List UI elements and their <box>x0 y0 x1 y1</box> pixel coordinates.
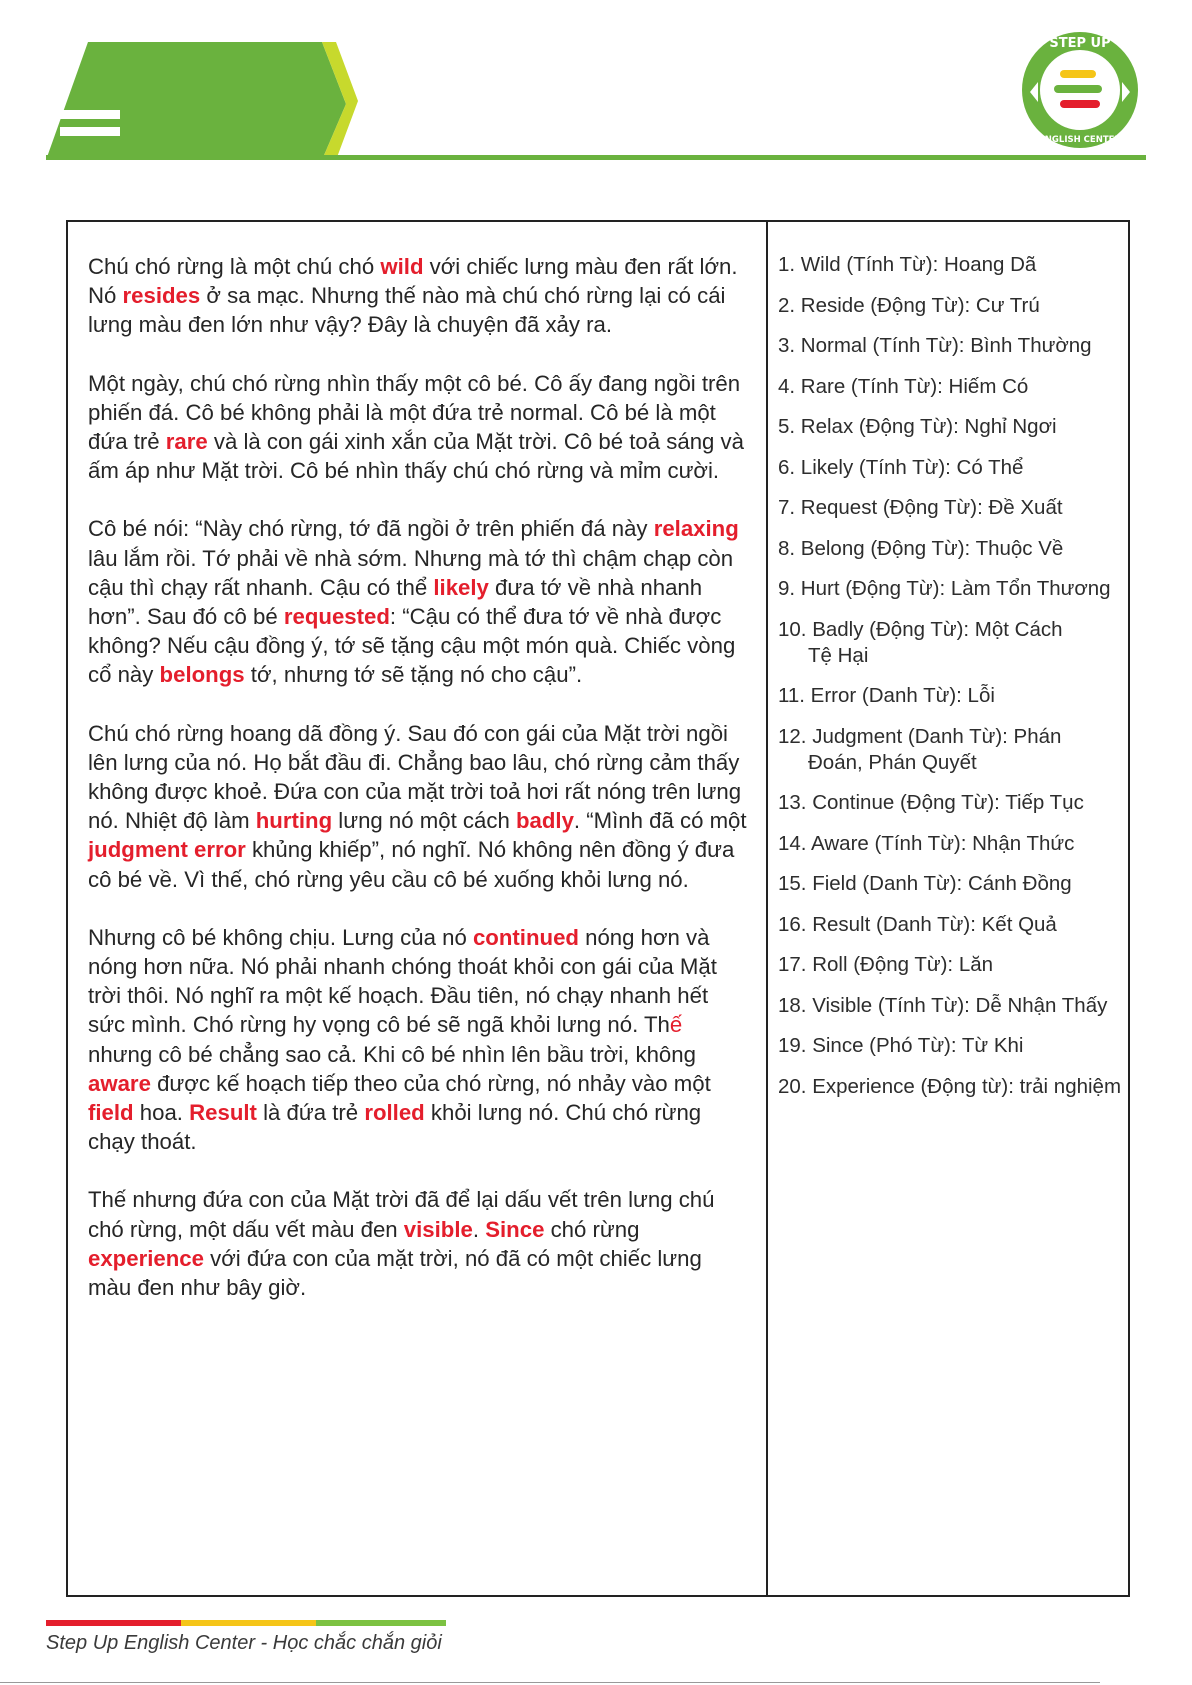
footer-color-bar <box>46 1620 446 1626</box>
logo-bottom-text: ENGLISH CENTER <box>1039 135 1121 145</box>
vocab-list <box>778 252 1128 1114</box>
story-paragraph-1: Chú chó rừng là một chú chó wild với chiếc lưng màu đen rất lớn. Nó resides ở sa mạc. Nhưng thế nào mà chú chó rừng lại có cái lưng màu đen lớn như vậy? Đây là chuyện đã xảy ra. <box>88 254 738 338</box>
story-paragraph-5: Nhưng cô bé không chịu. Lưng của nó continued nóng hơn và nóng hơn nữa. Nó phải nhanh chóng thoát khỏi con gái của Mặt trời thôi. Nó nghĩ ra một kế hoạch. Đầu tiên, nó chạy nhanh hết sức mình. Chó rừng hy vọng cô bé sẽ ngã khỏi lưng nó. Thế nhưng cô bé chẳng sao cả. Khi cô bé nhìn lên bầu trời, không aware được kế hoạch tiếp theo của chó rừng, nó nhảy vào một field hoa. Result là đứa trẻ rolled khỏi lưng nó. Chú chó rừng chạy thoát. <box>88 924 717 1155</box>
keyword: ế <box>669 1012 683 1038</box>
vocab-item: 12. Judgment (Danh Từ): Phán Đoán, Phán Quyết <box>778 724 1062 774</box>
content-box <box>66 220 1130 1597</box>
keyword: badly <box>515 808 574 834</box>
vocab-item: 8. Belong (Động Từ): Thuộc Về <box>778 536 1064 560</box>
keyword: rolled <box>364 1100 425 1126</box>
vocab-item: 11. Error (Danh Từ): Lỗi <box>778 684 995 707</box>
vocab-item: 14. Aware (Tính Từ): Nhận Thức <box>778 831 1075 855</box>
vocab-item: 13. Continue (Động Từ): Tiếp Tục <box>778 791 1084 814</box>
keyword: relaxing <box>653 516 739 542</box>
header-banner <box>0 0 1192 180</box>
keyword: judgment error <box>88 837 246 863</box>
keyword: belongs <box>159 662 245 688</box>
footer-tagline: Step Up English Center - Học chắc chắn giỏi <box>46 1632 442 1654</box>
vocab-item: 17. Roll (Động Từ): Lăn <box>778 953 994 976</box>
keyword: hurting <box>255 808 333 834</box>
story-paragraph-2: Một ngày, chú chó rừng nhìn thấy một cô bé. Cô ấy đang ngồi trên phiến đá. Cô bé không phải là một đứa trẻ normal. Cô bé là một đứa trẻ rare và là con gái xinh xắn của Mặt trời. Cô bé toả sáng và ấm áp như Mặt trời. Cô bé nhìn thấy chú chó rừng và mỉm cười. <box>88 370 744 484</box>
keyword: visible <box>403 1216 473 1242</box>
story-paragraph-3: Cô bé nói: “Này chó rừng, tớ đã ngồi ở trên phiến đá này relaxing lâu lắm rồi. Tớ phải về nhà sớm. Nhưng mà tớ thì chậm chạp còn cậu thì chạy rất nhanh. Cậu có thể likely đưa tớ về nhà nhanh hơn”. Sau đó cô bé requested: “Cậu có thể đưa tớ về nhà được không? Nếu cậu đồng ý, tớ sẽ tặng cậu một món quà. Chiếc vòng cổ này belongs tớ, nhưng tớ sẽ tặng nó cho cậu”. <box>88 516 739 688</box>
vocab-item: 10. Badly (Động Từ): Một Cách Tệ Hại <box>778 617 1063 667</box>
vocab-item: 3. Normal (Tính Từ): Bình Thường <box>778 334 1092 357</box>
header-rule <box>46 155 1146 160</box>
vocab-item: 20. Experience (Động từ): trải nghiệm <box>778 1074 1122 1098</box>
keyword: aware <box>88 1070 151 1096</box>
banner-stripe-1 <box>60 110 120 119</box>
vocab-item: 9. Hurt (Động Từ): Làm Tổn Thương <box>778 577 1111 600</box>
vocab-item: 15. Field (Danh Từ): Cánh Đồng <box>778 872 1072 895</box>
keyword: wild <box>380 254 424 279</box>
keyword: resides <box>122 283 201 309</box>
vocab-item: 5. Relax (Động Từ): Nghỉ Ngơi <box>778 415 1057 438</box>
keyword: Since <box>485 1216 545 1242</box>
keyword: requested <box>283 604 390 630</box>
bottom-rule <box>0 1682 1100 1683</box>
vocab-item: 7. Request (Động Từ): Đề Xuất <box>778 496 1063 519</box>
vocab-item: 16. Result (Danh Từ): Kết Quả <box>778 912 1057 936</box>
story-paragraph-4: Chú chó rừng hoang dã đồng ý. Sau đó con gái của Mặt trời ngồi lên lưng của nó. Họ bắt đầu đi. Chẳng bao lâu, chó rừng cảm thấy không được khoẻ. Đứa con của mặt trời toả hơi rất nóng trên lưng nó. Nhiệt độ làm hurting lưng nó một cách badly. “Mình đã có một judgment error khủng khiếp”, nó nghĩ. Nó không nên đồng ý đưa cô bé về. Vì thế, chó rừng yêu cầu cô bé xuống khỏi lưng nó. <box>88 720 747 892</box>
banner-stripe-2 <box>60 127 120 136</box>
story-column <box>88 252 748 1331</box>
vocab-item: 19. Since (Phó Từ): Từ Khi <box>778 1034 1024 1057</box>
banner-green-arrow <box>46 42 346 160</box>
step-up-logo <box>1020 30 1140 150</box>
vocab-item: 4. Rare (Tính Từ): Hiếm Có <box>778 374 1029 398</box>
keyword: Result <box>189 1100 257 1126</box>
keyword: rare <box>165 429 208 455</box>
vocab-item: 18. Visible (Tính Từ): Dễ Nhận Thấy <box>778 993 1108 1017</box>
keyword: experience <box>88 1245 204 1271</box>
vocab-item: 6. Likely (Tính Từ): Có Thể <box>778 455 1024 479</box>
column-divider <box>766 222 768 1595</box>
vocab-item: 1. Wild (Tính Từ): Hoang Dã <box>778 253 1037 276</box>
keyword: field <box>88 1100 134 1126</box>
story-paragraph-6: Thế nhưng đứa con của Mặt trời đã để lại dấu vết trên lưng chú chó rừng, một dấu vết màu đen visible. Since chó rừng experience với đứa con của mặt trời, nó đã có một chiếc lưng màu đen như bây giờ. <box>88 1187 715 1301</box>
keyword: continued <box>472 924 579 950</box>
vocab-item: 2. Reside (Động Từ): Cư Trú <box>778 293 1040 317</box>
logo-top-text: STEP UP <box>1049 36 1111 51</box>
keyword: likely <box>433 574 489 600</box>
